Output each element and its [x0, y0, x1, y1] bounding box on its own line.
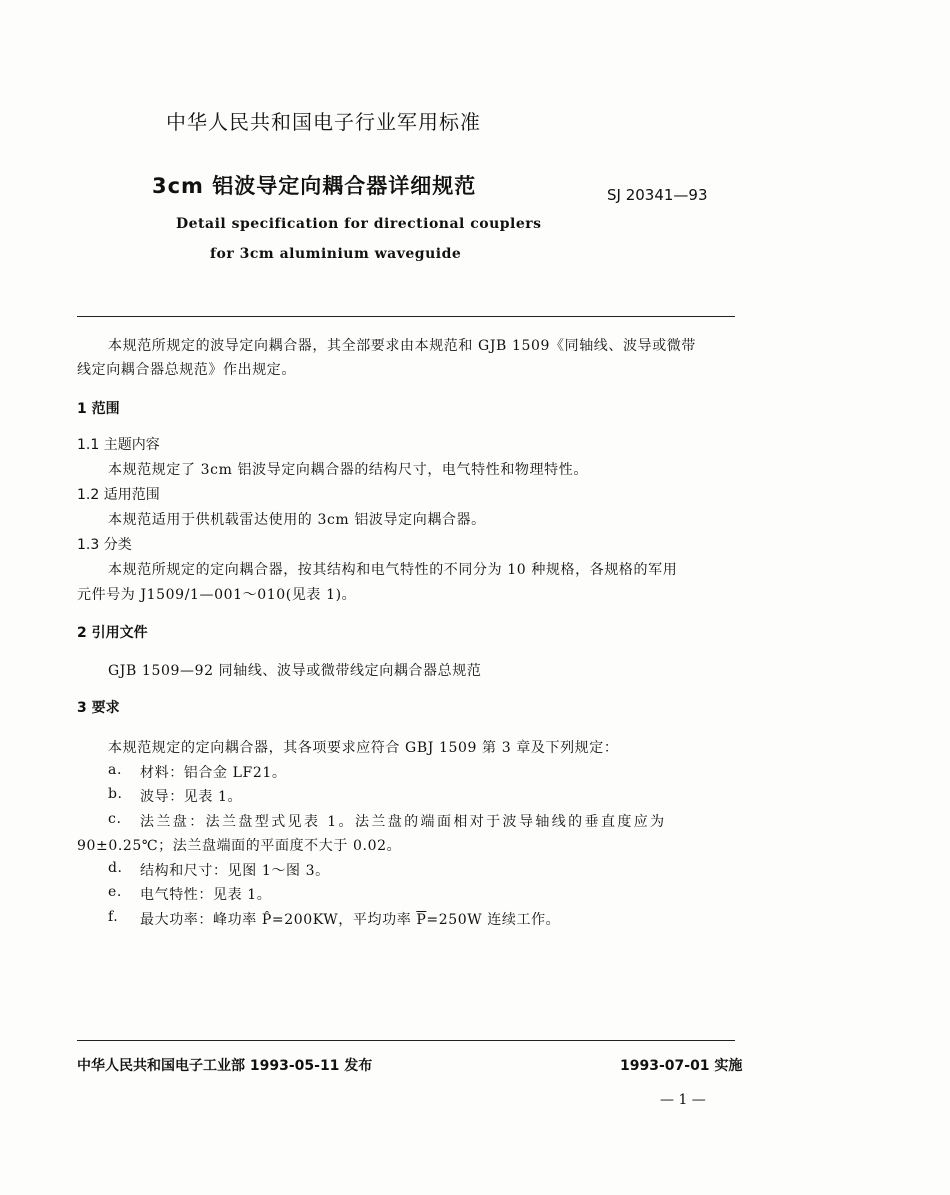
list-item-label: b. [108, 786, 123, 802]
reference-document: GJB 1509—92 同轴线、波导或微带线定向耦合器总规范 [108, 663, 482, 679]
intro-line-2: 线定向耦合器总规范》作出规定。 [77, 362, 296, 378]
intro-line-1: 本规范所规定的波导定向耦合器，其全部要求由本规范和 GJB 1509《同轴线、波导或微带 [108, 338, 697, 354]
list-item-label: f. [108, 909, 119, 925]
list-item-label: c. [108, 811, 122, 827]
document-title-en-line2: for 3cm aluminium waveguide [210, 246, 462, 262]
list-item-text: 材料：铝合金 LF21。 [140, 765, 287, 781]
section-1-1-heading: 1.1 主题内容 [77, 437, 160, 453]
standard-code: SJ 20341—93 [607, 186, 708, 204]
section-1-1-text: 本规范规定了 3cm 铝波导定向耦合器的结构尺寸，电气特性和物理特性。 [108, 462, 588, 478]
list-item-text: 电气特性：见表 1。 [140, 887, 272, 903]
list-item-text: 法兰盘：法兰盘型式见表 1。法兰盘的端面相对于波导轴线的垂直度应为 [140, 814, 667, 830]
section-1-2-heading: 1.2 适用范围 [77, 487, 160, 503]
list-item-text [140, 909, 560, 929]
list-item-label: a. [108, 762, 122, 778]
page-number: — 1 — [660, 1092, 706, 1108]
effective-date: 1993-07-01 实施 [620, 1058, 743, 1074]
section-3-heading: 3 要求 [77, 700, 120, 716]
list-item-label: d. [108, 860, 123, 876]
section-1-3-line-1: 本规范所规定的定向耦合器，按其结构和电气特性的不同分为 10 种规格，各规格的军用 [108, 562, 678, 578]
standard-org-title: 中华人民共和国电子行业军用标准 [166, 110, 481, 134]
section-3-intro: 本规范规定的定向耦合器，其各项要求应符合 GBJ 1509 第 3 章及下列规定： [108, 740, 619, 756]
section-1-3-line-2: 元件号为 J1509/1—001～010(见表 1)。 [77, 587, 357, 603]
document-title-en-line1: Detail specification for directional couplers [176, 216, 542, 232]
section-1-3-heading: 1.3 分类 [77, 537, 132, 553]
issuer-release: 中华人民共和国电子工业部 1993-05-11 发布 [77, 1058, 373, 1074]
section-2-heading: 2 引用文件 [77, 625, 148, 641]
average-power-symbol: $\overline{P}$ [416, 912, 427, 928]
footer-divider [77, 1040, 735, 1041]
header-divider [77, 316, 735, 317]
max-power-prefix: 最大功率：峰功率 [140, 912, 262, 928]
list-item-continuation: 90±0.25℃；法兰盘端面的平面度不大于 0.02。 [77, 838, 402, 854]
max-power-middle: =200KW，平均功率 [271, 912, 417, 928]
document-title-zh: 3cm 铝波导定向耦合器详细规范 [152, 174, 477, 198]
max-power-suffix: =250W 连续工作。 [426, 912, 561, 928]
section-1-heading: 1 范围 [77, 401, 120, 417]
list-item-text: 结构和尺寸：见图 1～图 3。 [140, 863, 330, 879]
section-1-2-text: 本规范适用于供机载雷达使用的 3cm 铝波导定向耦合器。 [108, 512, 486, 528]
list-item-label: e. [108, 884, 122, 900]
list-item-text: 波导：见表 1。 [140, 789, 243, 805]
peak-power-symbol: P̂ [261, 912, 272, 928]
